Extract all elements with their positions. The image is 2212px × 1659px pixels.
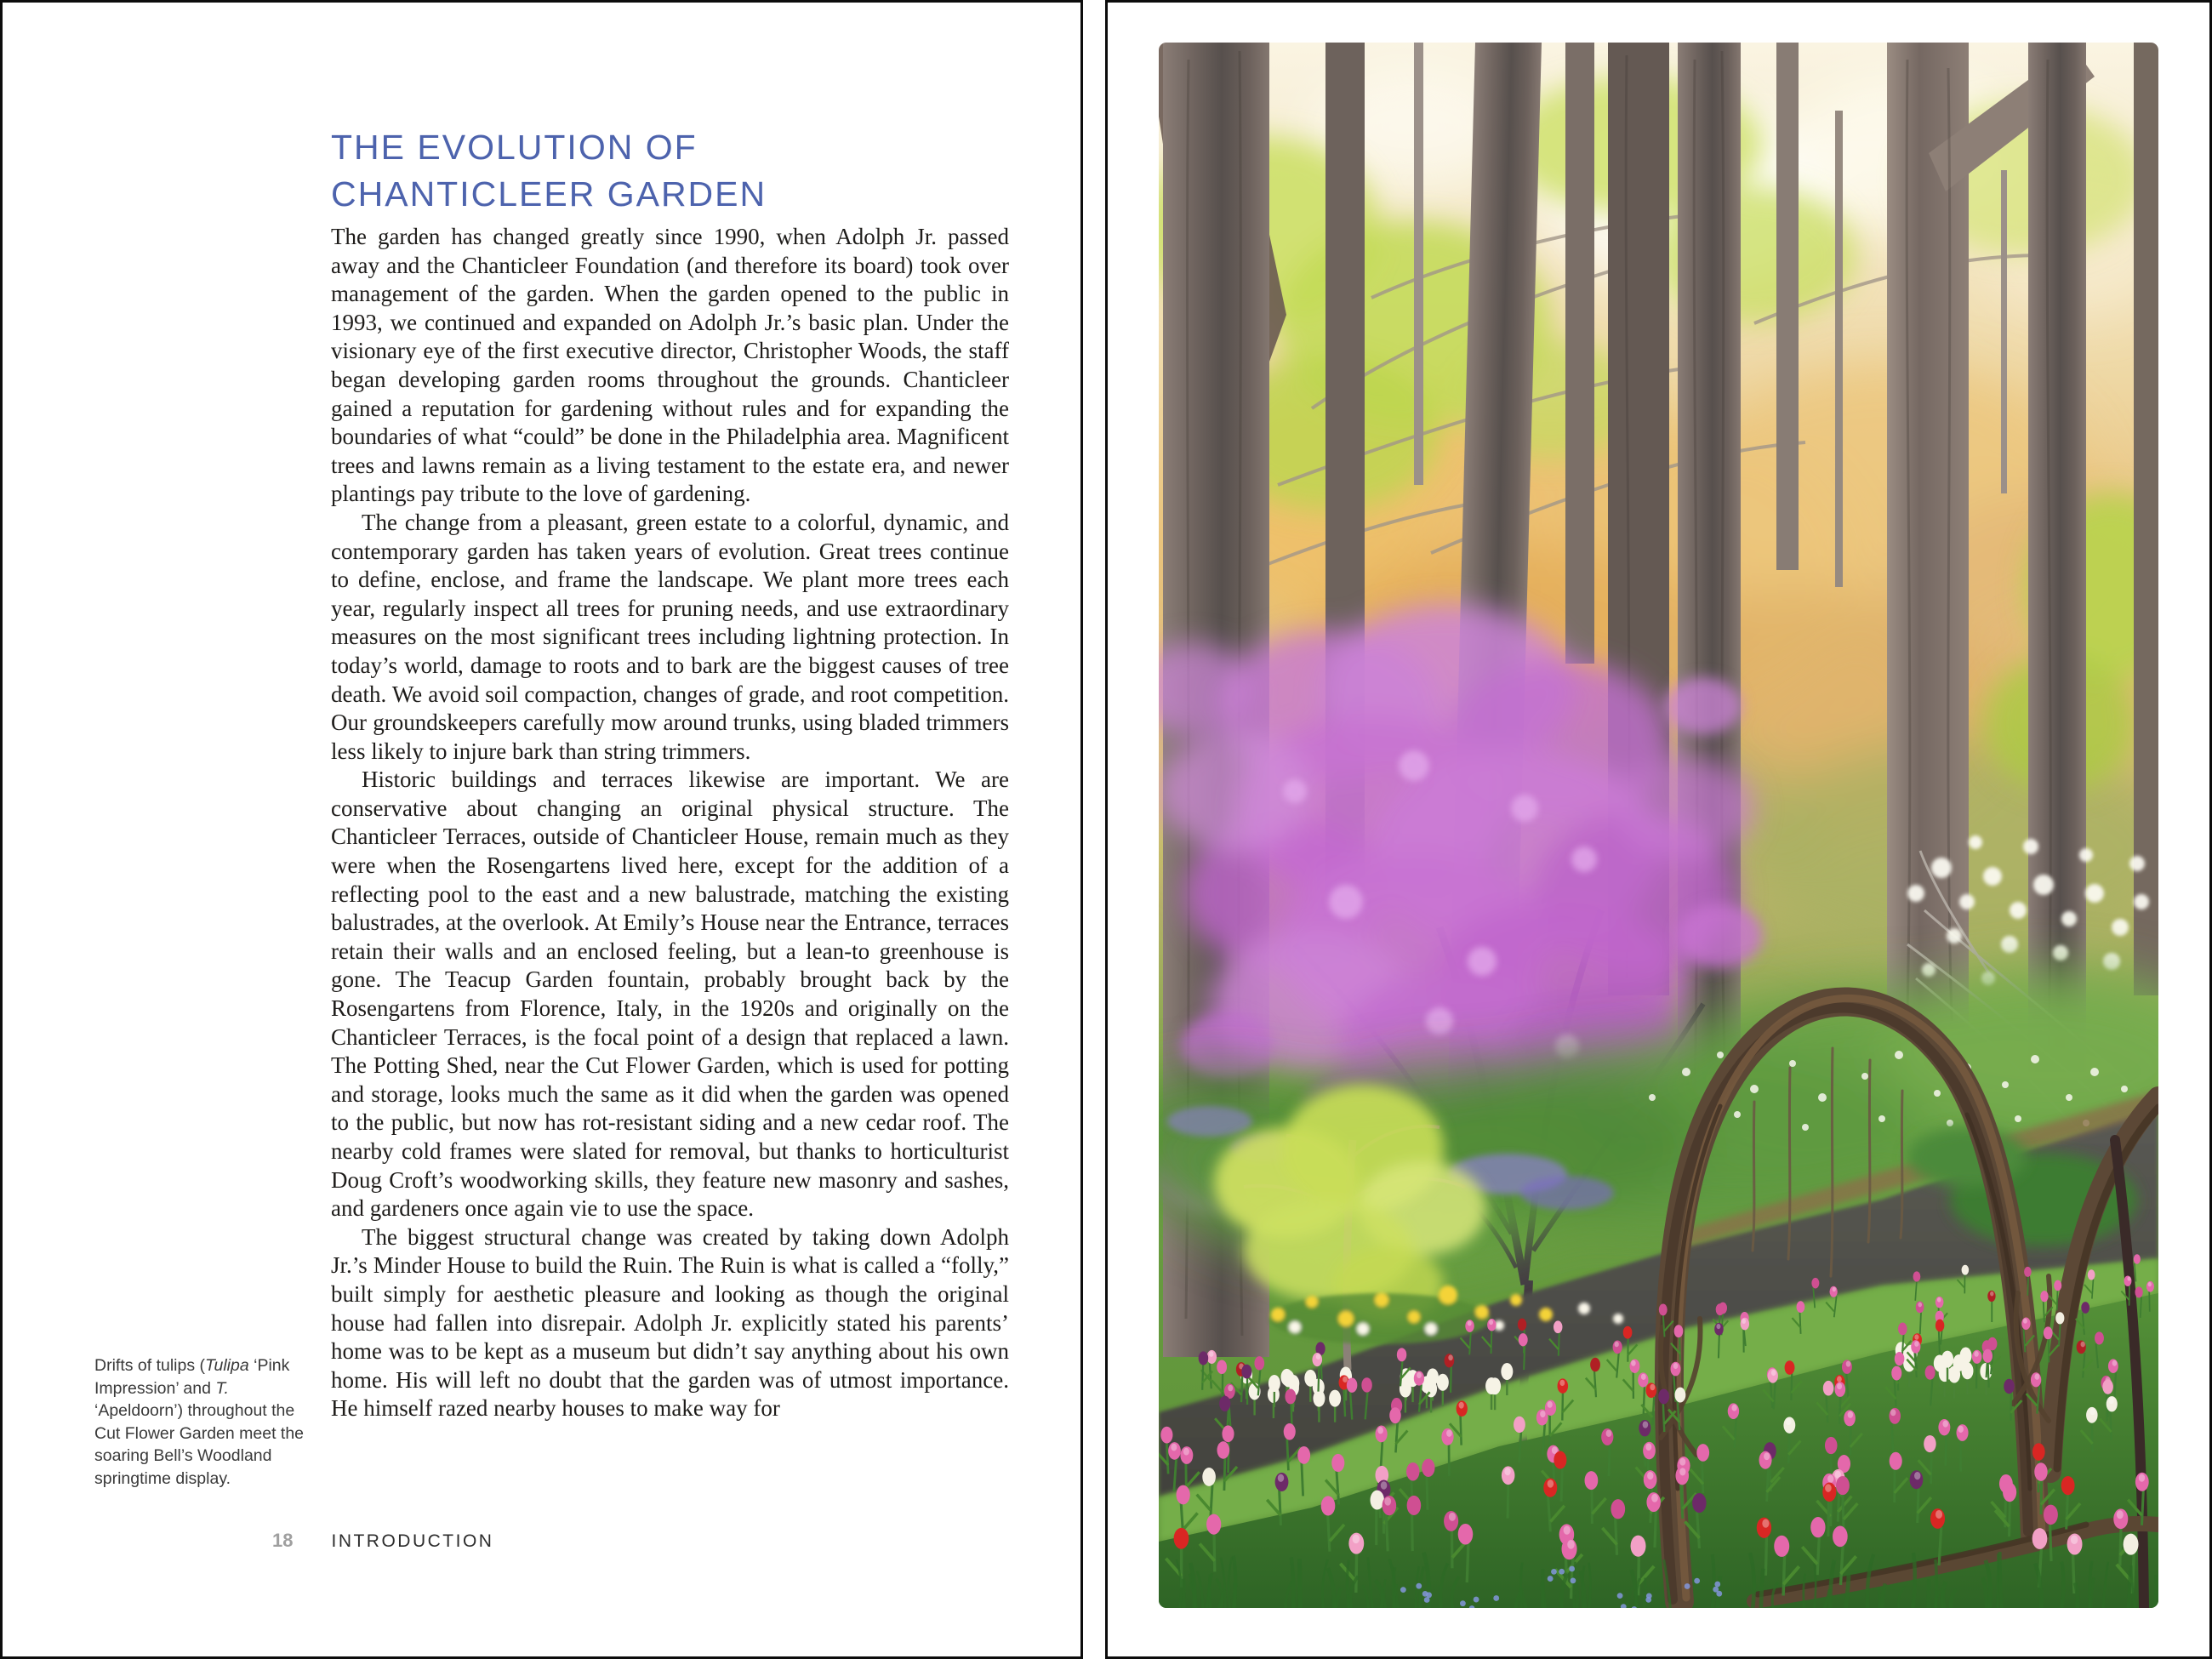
garden-photo — [1159, 43, 2158, 1608]
page-title-line-2: CHANTICLEER GARDEN — [331, 174, 767, 214]
caption-italic-run: Tulipa — [205, 1356, 249, 1375]
caption-italic-run: T. — [215, 1378, 229, 1398]
page-title — [331, 124, 767, 218]
caption-run: ‘Apeldoorn’) throughout the Cut Flower Garden meet the soaring Bell’s Woodland springtime display. — [94, 1401, 305, 1488]
page-title-line-1: THE EVOLUTION OF — [331, 128, 698, 167]
page-number: 18 — [272, 1530, 294, 1551]
photo-caption — [94, 1354, 309, 1490]
caption-run: Drifts of tulips ( — [94, 1356, 206, 1375]
body-paragraph: The change from a pleasant, green estate to a colorful, dynamic, and contemporary garden has taken years of evolution. Great trees continue to define, enclose, and frame the landscape. We plant more trees each year, regularly inspect all trees for pruning needs, and use extraordinary measures on the most significant trees including lightning protection. In today’s world, damage to roots and to bark are the biggest causes of tree death. We avoid soil compaction, changes of grade, and root competition. Our groundskeepers carefully mow around trunks, using bladed trimmers less likely to injure bark than string trimmers. — [331, 509, 1009, 764]
caption-run: ‘Pink Impression’ and — [94, 1356, 290, 1398]
page-footer — [272, 1530, 493, 1552]
running-footer-section: INTRODUCTION — [331, 1531, 494, 1551]
left-page — [0, 0, 1083, 1659]
body-paragraph: Historic buildings and terraces likewise are important. We are conservative about changing an original physical structure. The Chanticleer Terraces, outside of Chanticleer House, remain much as they were when the Rosengartens lived here, except for the addition of a reflecting pool to the east and a new balustrade, matching the existing balustrades, at the overlook. At Emily’s House near the Entrance, terraces retain their walls and an enclosed feeling, but a lean-to greenhouse is gone. The Teacup Garden fountain, probably brought back by the Rosengartens from Florence, Italy, in the 1920s and originally on the Chanticleer Terraces, is the focal point of a design that replaced a lawn. The Potting Shed, near the Cut Flower Garden, which is used for potting and storage, looks much the same as it did when the garden was opened to the public, but now has rot-resistant siding and a new cedar roof. The nearby cold frames were slated for removal, but thanks to horticulturist Doug Croft’s woodworking skills, they feature new masonry and sashes, and gardeners once again vie to use the space. — [331, 767, 1009, 1222]
right-page — [1105, 0, 2212, 1659]
body-text-column — [331, 223, 1009, 1423]
body-paragraph: The biggest structural change was created by taking down Adolph Jr.’s Minder House to build the Ruin. The Ruin is what is called a “folly,” built simply for aesthetic pleasure and looking as though the original house had fallen into disrepair. Adolph Jr. explicitly stated his parents’ home was to be kept as a museum but didn’t say anything about his own home. His will left no doubt that the garden was of utmost importance. He himself razed nearby houses to make way for — [331, 1223, 1009, 1422]
body-paragraph: The garden has changed greatly since 1990, when Adolph Jr. passed away and the Chanticleer Foundation (and therefore its board) took over management of the garden. When the garden opened to the public in 1993, we continued and expanded on Adolph Jr.’s basic plan. Under the visionary eye of the first executive director, Christopher Woods, the staff began developing garden rooms throughout the grounds. Chanticleer gained a reputation for gardening without rules and for expanding the boundaries of what “could” be done in the Philadelphia area. Magnificent trees and lawns remain as a living testament to the estate era, and newer plantings pay tribute to the love of gardening. — [331, 224, 1009, 507]
